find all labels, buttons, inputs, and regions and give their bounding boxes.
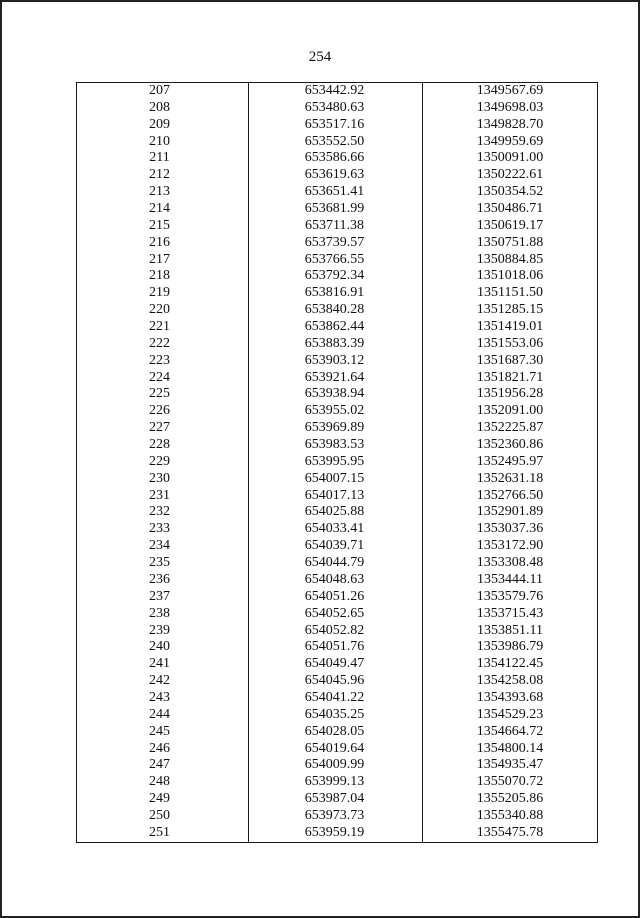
point-number-cell: 243 <box>77 690 249 707</box>
y-coordinate-cell: 1353715.43 <box>423 606 598 623</box>
table-row <box>77 774 598 791</box>
table-row <box>77 724 598 741</box>
y-coordinate-cell: 1352091.00 <box>423 403 598 420</box>
table-row <box>77 791 598 808</box>
y-coordinate-cell: 1352360.86 <box>423 437 598 454</box>
y-coordinate-cell: 1354529.23 <box>423 707 598 724</box>
x-coordinate-cell: 653681.99 <box>249 201 423 218</box>
y-coordinate-cell: 1355475.78 <box>423 825 598 842</box>
point-number-cell: 214 <box>77 201 249 218</box>
point-number-cell: 235 <box>77 555 249 572</box>
table-row <box>77 825 598 842</box>
point-number-cell: 231 <box>77 488 249 505</box>
y-coordinate-cell: 1354935.47 <box>423 757 598 774</box>
table-row <box>77 184 598 201</box>
table-row <box>77 454 598 471</box>
x-coordinate-cell: 653619.63 <box>249 167 423 184</box>
y-coordinate-cell: 1350751.88 <box>423 235 598 252</box>
table-row <box>77 757 598 774</box>
table-row <box>77 386 598 403</box>
y-coordinate-cell: 1352766.50 <box>423 488 598 505</box>
y-coordinate-cell: 1350222.61 <box>423 167 598 184</box>
point-number-cell: 242 <box>77 673 249 690</box>
x-coordinate-cell: 653955.02 <box>249 403 423 420</box>
point-number-cell: 238 <box>77 606 249 623</box>
coordinates-table-body <box>77 83 598 843</box>
table-row <box>77 673 598 690</box>
point-number-cell: 212 <box>77 167 249 184</box>
y-coordinate-cell: 1353308.48 <box>423 555 598 572</box>
x-coordinate-cell: 653862.44 <box>249 319 423 336</box>
point-number-cell: 234 <box>77 538 249 555</box>
point-number-cell: 221 <box>77 319 249 336</box>
x-coordinate-cell: 653442.92 <box>249 83 423 100</box>
x-coordinate-cell: 654017.13 <box>249 488 423 505</box>
y-coordinate-cell: 1350091.00 <box>423 150 598 167</box>
x-coordinate-cell: 653711.38 <box>249 218 423 235</box>
table-row <box>77 504 598 521</box>
point-number-cell: 229 <box>77 454 249 471</box>
point-number-cell: 215 <box>77 218 249 235</box>
point-number-cell: 249 <box>77 791 249 808</box>
y-coordinate-cell: 1351285.15 <box>423 302 598 319</box>
x-coordinate-cell: 653921.64 <box>249 370 423 387</box>
y-coordinate-cell: 1352631.18 <box>423 471 598 488</box>
point-number-cell: 236 <box>77 572 249 589</box>
y-coordinate-cell: 1353579.76 <box>423 589 598 606</box>
point-number-cell: 233 <box>77 521 249 538</box>
y-coordinate-cell: 1351821.71 <box>423 370 598 387</box>
table-row <box>77 353 598 370</box>
table-row <box>77 420 598 437</box>
point-number-cell: 216 <box>77 235 249 252</box>
table-row <box>77 656 598 673</box>
point-number-cell: 227 <box>77 420 249 437</box>
y-coordinate-cell: 1350884.85 <box>423 252 598 269</box>
y-coordinate-cell: 1351553.06 <box>423 336 598 353</box>
point-number-cell: 246 <box>77 741 249 758</box>
point-number-cell: 240 <box>77 639 249 656</box>
table-row <box>77 268 598 285</box>
y-coordinate-cell: 1354258.08 <box>423 673 598 690</box>
y-coordinate-cell: 1353444.11 <box>423 572 598 589</box>
y-coordinate-cell: 1354122.45 <box>423 656 598 673</box>
table-row <box>77 471 598 488</box>
table-row <box>77 623 598 640</box>
point-number-cell: 219 <box>77 285 249 302</box>
x-coordinate-cell: 653995.95 <box>249 454 423 471</box>
x-coordinate-cell: 653969.89 <box>249 420 423 437</box>
table-row <box>77 302 598 319</box>
point-number-cell: 218 <box>77 268 249 285</box>
x-coordinate-cell: 653552.50 <box>249 134 423 151</box>
point-number-cell: 228 <box>77 437 249 454</box>
table-row <box>77 83 598 100</box>
x-coordinate-cell: 653987.04 <box>249 791 423 808</box>
x-coordinate-cell: 653938.94 <box>249 386 423 403</box>
y-coordinate-cell: 1353851.11 <box>423 623 598 640</box>
y-coordinate-cell: 1354800.14 <box>423 741 598 758</box>
x-coordinate-cell: 653480.63 <box>249 100 423 117</box>
x-coordinate-cell: 654051.76 <box>249 639 423 656</box>
table-row <box>77 100 598 117</box>
table-row <box>77 521 598 538</box>
x-coordinate-cell: 654009.99 <box>249 757 423 774</box>
table-row <box>77 235 598 252</box>
table-row <box>77 589 598 606</box>
y-coordinate-cell: 1349698.03 <box>423 100 598 117</box>
point-number-cell: 213 <box>77 184 249 201</box>
y-coordinate-cell: 1355205.86 <box>423 791 598 808</box>
x-coordinate-cell: 654044.79 <box>249 555 423 572</box>
table-row <box>77 572 598 589</box>
table-row <box>77 285 598 302</box>
point-number-cell: 237 <box>77 589 249 606</box>
x-coordinate-cell: 653983.53 <box>249 437 423 454</box>
point-number-cell: 225 <box>77 386 249 403</box>
y-coordinate-cell: 1351956.28 <box>423 386 598 403</box>
table-row <box>77 319 598 336</box>
table-row <box>77 252 598 269</box>
x-coordinate-cell: 654049.47 <box>249 656 423 673</box>
point-number-cell: 223 <box>77 353 249 370</box>
point-number-cell: 226 <box>77 403 249 420</box>
point-number-cell: 222 <box>77 336 249 353</box>
y-coordinate-cell: 1354664.72 <box>423 724 598 741</box>
y-coordinate-cell: 1349828.70 <box>423 117 598 134</box>
x-coordinate-cell: 654052.82 <box>249 623 423 640</box>
point-number-cell: 244 <box>77 707 249 724</box>
table-row <box>77 808 598 825</box>
y-coordinate-cell: 1352225.87 <box>423 420 598 437</box>
point-number-cell: 248 <box>77 774 249 791</box>
x-coordinate-cell: 653840.28 <box>249 302 423 319</box>
point-number-cell: 209 <box>77 117 249 134</box>
x-coordinate-cell: 653959.19 <box>249 825 423 842</box>
table-row <box>77 117 598 134</box>
table-row <box>77 218 598 235</box>
table-row <box>77 639 598 656</box>
point-number-cell: 217 <box>77 252 249 269</box>
y-coordinate-cell: 1354393.68 <box>423 690 598 707</box>
page-number: 254 <box>308 49 332 65</box>
point-number-cell: 245 <box>77 724 249 741</box>
x-coordinate-cell: 653816.91 <box>249 285 423 302</box>
table-row <box>77 370 598 387</box>
x-coordinate-cell: 654045.96 <box>249 673 423 690</box>
x-coordinate-cell: 653792.34 <box>249 268 423 285</box>
table-row <box>77 201 598 218</box>
y-coordinate-cell: 1352495.97 <box>423 454 598 471</box>
table-row <box>77 707 598 724</box>
point-number-cell: 207 <box>77 83 249 100</box>
y-coordinate-cell: 1351687.30 <box>423 353 598 370</box>
point-number-cell: 250 <box>77 808 249 825</box>
table-row <box>77 690 598 707</box>
table-row <box>77 336 598 353</box>
y-coordinate-cell: 1350486.71 <box>423 201 598 218</box>
x-coordinate-cell: 654051.26 <box>249 589 423 606</box>
table-row <box>77 606 598 623</box>
y-coordinate-cell: 1351151.50 <box>423 285 598 302</box>
x-coordinate-cell: 653586.66 <box>249 150 423 167</box>
y-coordinate-cell: 1353037.36 <box>423 521 598 538</box>
point-number-cell: 224 <box>77 370 249 387</box>
x-coordinate-cell: 653766.55 <box>249 252 423 269</box>
x-coordinate-cell: 654007.15 <box>249 471 423 488</box>
x-coordinate-cell: 654025.88 <box>249 504 423 521</box>
point-number-cell: 251 <box>77 825 249 842</box>
x-coordinate-cell: 654048.63 <box>249 572 423 589</box>
point-number-cell: 211 <box>77 150 249 167</box>
y-coordinate-cell: 1349567.69 <box>423 83 598 100</box>
x-coordinate-cell: 654035.25 <box>249 707 423 724</box>
table-row <box>77 741 598 758</box>
table-row <box>77 538 598 555</box>
x-coordinate-cell: 654052.65 <box>249 606 423 623</box>
table-row <box>77 167 598 184</box>
x-coordinate-cell: 653999.13 <box>249 774 423 791</box>
point-number-cell: 241 <box>77 656 249 673</box>
point-number-cell: 210 <box>77 134 249 151</box>
x-coordinate-cell: 654019.64 <box>249 741 423 758</box>
y-coordinate-cell: 1350619.17 <box>423 218 598 235</box>
point-number-cell: 239 <box>77 623 249 640</box>
point-number-cell: 230 <box>77 471 249 488</box>
x-coordinate-cell: 653651.41 <box>249 184 423 201</box>
x-coordinate-cell: 653517.16 <box>249 117 423 134</box>
table-row <box>77 134 598 151</box>
x-coordinate-cell: 653903.12 <box>249 353 423 370</box>
table-row <box>77 437 598 454</box>
y-coordinate-cell: 1355070.72 <box>423 774 598 791</box>
table-row <box>77 555 598 572</box>
x-coordinate-cell: 654028.05 <box>249 724 423 741</box>
x-coordinate-cell: 653973.73 <box>249 808 423 825</box>
table-row <box>77 488 598 505</box>
x-coordinate-cell: 653739.57 <box>249 235 423 252</box>
point-number-cell: 232 <box>77 504 249 521</box>
y-coordinate-cell: 1355340.88 <box>423 808 598 825</box>
point-number-cell: 247 <box>77 757 249 774</box>
x-coordinate-cell: 653883.39 <box>249 336 423 353</box>
y-coordinate-cell: 1352901.89 <box>423 504 598 521</box>
x-coordinate-cell: 654041.22 <box>249 690 423 707</box>
y-coordinate-cell: 1350354.52 <box>423 184 598 201</box>
y-coordinate-cell: 1351419.01 <box>423 319 598 336</box>
coordinates-table <box>76 82 598 843</box>
x-coordinate-cell: 654033.41 <box>249 521 423 538</box>
point-number-cell: 220 <box>77 302 249 319</box>
y-coordinate-cell: 1353172.90 <box>423 538 598 555</box>
y-coordinate-cell: 1351018.06 <box>423 268 598 285</box>
table-row <box>77 150 598 167</box>
y-coordinate-cell: 1349959.69 <box>423 134 598 151</box>
point-number-cell: 208 <box>77 100 249 117</box>
y-coordinate-cell: 1353986.79 <box>423 639 598 656</box>
table-row <box>77 403 598 420</box>
x-coordinate-cell: 654039.71 <box>249 538 423 555</box>
